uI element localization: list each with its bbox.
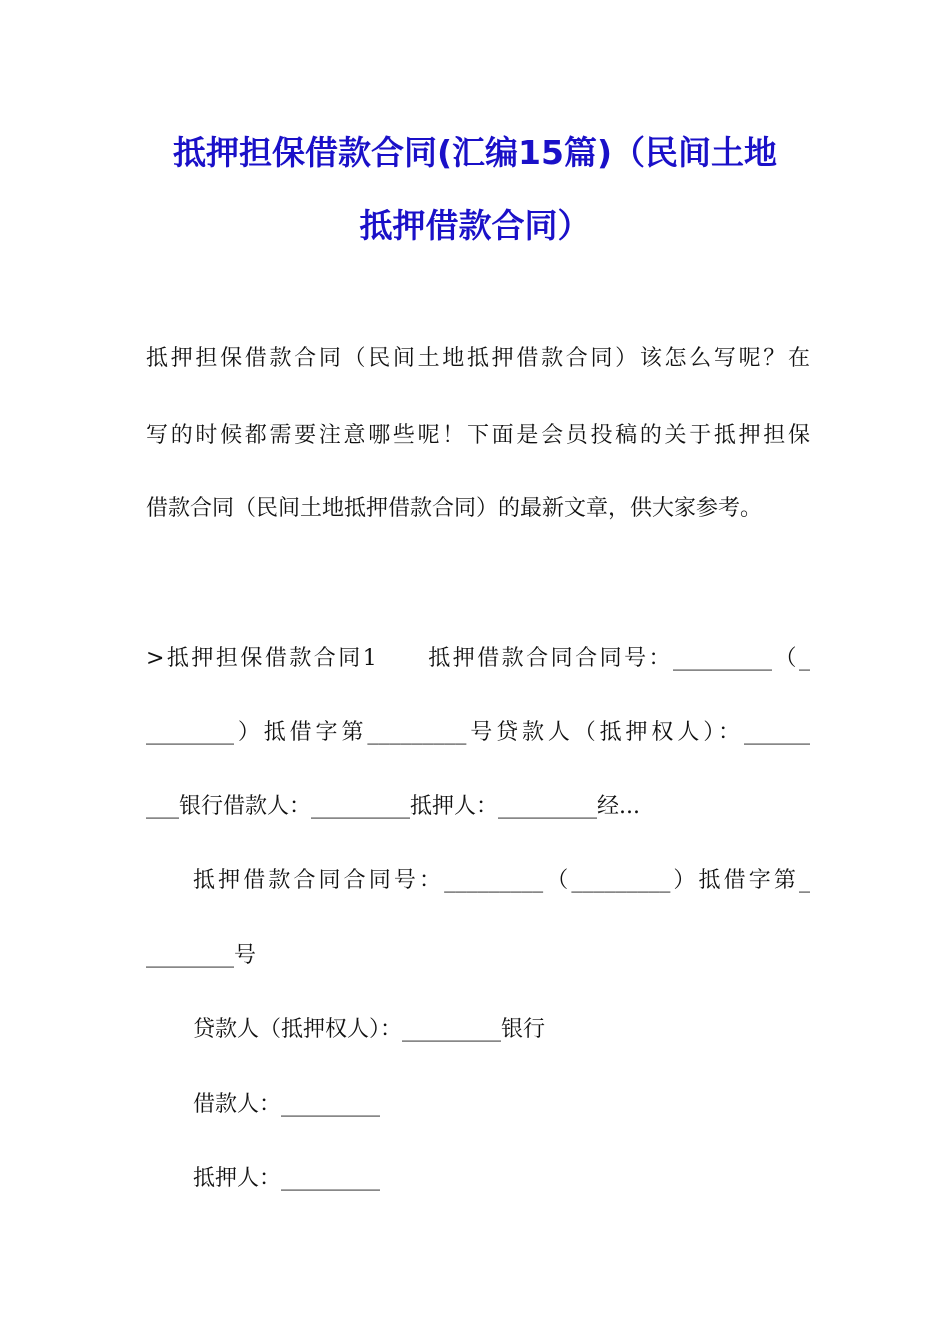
contract-number-line: 抵押借款合同合同号：_________（_________）抵借字第_ — [193, 868, 810, 893]
intro-line-1: 抵押担保借款合同（民间土地抵押借款合同）该怎么写呢？在 — [146, 346, 810, 371]
lender-line: 贷款人（抵押权人）：_________银行 — [193, 1017, 546, 1042]
excerpt-line-2: ________）抵借字第_________号贷款人（抵押权人）：______ — [146, 720, 810, 745]
excerpt-line-1: >抵押担保借款合同1 抵押借款合同合同号：_________（_ — [146, 646, 810, 671]
contract-number-continuation: ________号 — [146, 943, 257, 968]
intro-line-2: 写的时候都需要注意哪些呢！下面是会员投稿的关于抵押担保 — [146, 423, 810, 448]
mortgagor-line: 抵押人：_________ — [193, 1166, 381, 1191]
intro-line-3: 借款合同（民间土地抵押借款合同）的最新文章，供大家参考。 — [146, 496, 763, 521]
document-title-line-1: 抵押担保借款合同(汇编15篇)（民间土地 — [172, 133, 778, 172]
document-title-line-2: 抵押借款合同） — [359, 206, 591, 245]
borrower-line: 借款人：_________ — [193, 1092, 381, 1117]
excerpt-line-3: ___银行借款人：_________抵押人：_________经... — [146, 794, 640, 819]
